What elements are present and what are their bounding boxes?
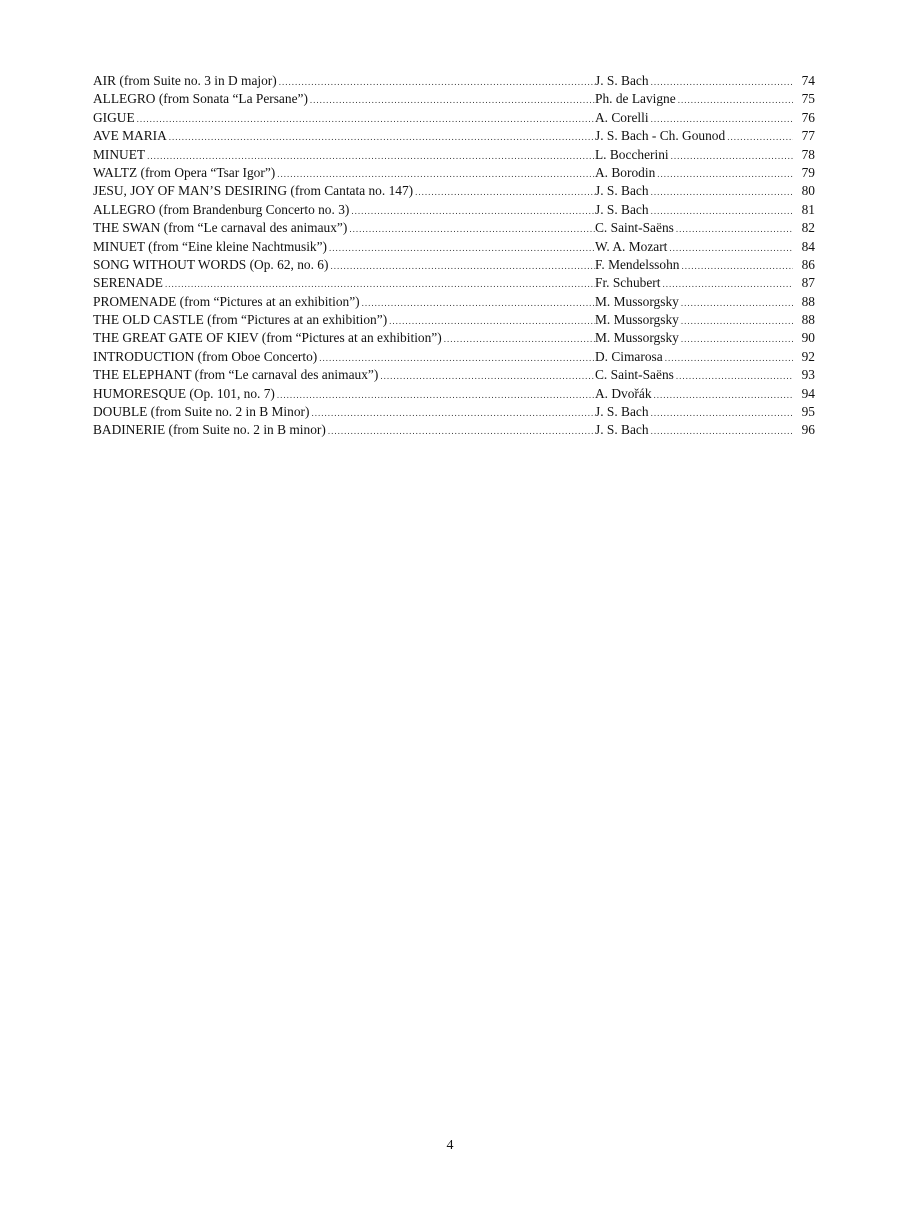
entry-composer: J. S. Bach	[595, 422, 649, 438]
entry-title: DOUBLE (from Suite no. 2 in B Minor)	[93, 404, 310, 420]
entry-page: 90	[801, 330, 815, 346]
entry-title: JESU, JOY OF MAN’S DESIRING (from Cantata no. 147)	[93, 183, 414, 199]
toc-entry	[93, 421, 815, 439]
entry-composer: D. Cimarosa	[595, 348, 663, 364]
entry-composer: A. Corelli	[595, 109, 649, 125]
entry-title: THE GREAT GATE OF KIEV (from “Pictures at an exhibition”)	[93, 330, 442, 346]
entry-composer: A. Dvořák	[595, 385, 652, 401]
toc-entry	[93, 72, 815, 90]
table-of-contents	[93, 72, 815, 440]
toc-entry	[93, 256, 815, 274]
entry-page: 93	[801, 367, 815, 383]
toc-entry	[93, 90, 815, 108]
entry-title: INTRODUCTION (from Oboe Concerto)	[93, 348, 318, 364]
toc-entry	[93, 109, 815, 127]
entry-page: 94	[801, 385, 815, 401]
entry-page: 96	[801, 422, 815, 438]
entry-title: THE OLD CASTLE (from “Pictures at an exhibition”)	[93, 312, 388, 328]
entry-page: 82	[801, 220, 815, 236]
entry-composer: M. Mussorgsky	[595, 312, 679, 328]
entry-title: WALTZ (from Opera “Tsar Igor”)	[93, 164, 276, 180]
entry-title: SONG WITHOUT WORDS (Op. 62, no. 6)	[93, 256, 329, 272]
toc-entry	[93, 182, 815, 200]
entry-page: 80	[801, 183, 815, 199]
entry-title: AVE MARIA	[93, 128, 167, 144]
toc-entry	[93, 293, 815, 311]
toc-entry	[93, 329, 815, 347]
entry-composer: M. Mussorgsky	[595, 330, 679, 346]
entry-composer: J. S. Bach	[595, 201, 649, 217]
entry-page: 84	[801, 238, 815, 254]
entry-composer: J. S. Bach	[595, 404, 649, 420]
entry-composer: Fr. Schubert	[595, 275, 661, 291]
entry-page: 77	[801, 128, 815, 144]
entry-title: PROMENADE (from “Pictures at an exhibition”)	[93, 293, 360, 309]
entry-composer: J. S. Bach	[595, 73, 649, 88]
entry-title: HUMORESQUE (Op. 101, no. 7)	[93, 385, 275, 401]
entry-page: 88	[801, 293, 815, 309]
toc-entry	[93, 311, 815, 329]
page-number: 4	[446, 1138, 454, 1153]
toc-entry	[93, 164, 815, 182]
entry-page: 86	[801, 256, 815, 272]
entry-page: 88	[801, 312, 815, 328]
entry-composer: M. Mussorgsky	[595, 293, 679, 309]
entry-title: AIR (from Suite no. 3 in D major)	[93, 73, 277, 88]
toc-entry	[93, 348, 815, 366]
toc-entry	[93, 201, 815, 219]
entry-page: 79	[801, 164, 815, 180]
entry-page: 81	[801, 201, 815, 217]
entry-page: 87	[801, 275, 815, 291]
entry-title: ALLEGRO (from Brandenburg Concerto no. 3)	[93, 201, 350, 217]
entry-composer: W. A. Mozart	[595, 238, 668, 254]
entry-composer: L. Boccherini	[595, 146, 669, 162]
entry-composer: C. Saint-Saëns	[595, 367, 674, 383]
toc-entry	[93, 146, 815, 164]
entry-page: 95	[801, 404, 815, 420]
toc-entry	[93, 238, 815, 256]
entry-title: THE SWAN (from “Le carnaval des animaux”)	[93, 220, 348, 236]
entry-page: 92	[801, 348, 815, 364]
entry-page: 74	[801, 73, 815, 88]
entry-page: 78	[801, 146, 815, 162]
entry-composer: C. Saint-Saëns	[595, 220, 674, 236]
entry-composer: Ph. de Lavigne	[595, 91, 676, 107]
entry-page: 76	[801, 109, 815, 125]
entry-title: SERENADE	[93, 275, 163, 291]
toc-entry	[93, 366, 815, 384]
entry-composer: J. S. Bach - Ch. Gounod	[595, 128, 726, 144]
entry-title: ALLEGRO (from Sonata “La Persane”)	[93, 91, 308, 107]
entry-composer: J. S. Bach	[595, 183, 649, 199]
entry-page: 75	[801, 91, 815, 107]
toc-entry	[93, 127, 815, 145]
entry-title: BADINERIE (from Suite no. 2 in B minor)	[93, 422, 326, 438]
entry-title: MINUET (from “Eine kleine Nachtmusik”)	[93, 238, 328, 254]
toc-entry	[93, 219, 815, 237]
entry-composer: A. Borodin	[595, 164, 656, 180]
toc-entry	[93, 403, 815, 421]
entry-title: MINUET	[93, 146, 146, 162]
toc-entry	[93, 274, 815, 292]
entry-composer: F. Mendelssohn	[595, 256, 680, 272]
entry-title: GIGUE	[93, 109, 135, 125]
toc-entry	[93, 385, 815, 403]
entry-title: THE ELEPHANT (from “Le carnaval des animaux”)	[93, 367, 379, 383]
